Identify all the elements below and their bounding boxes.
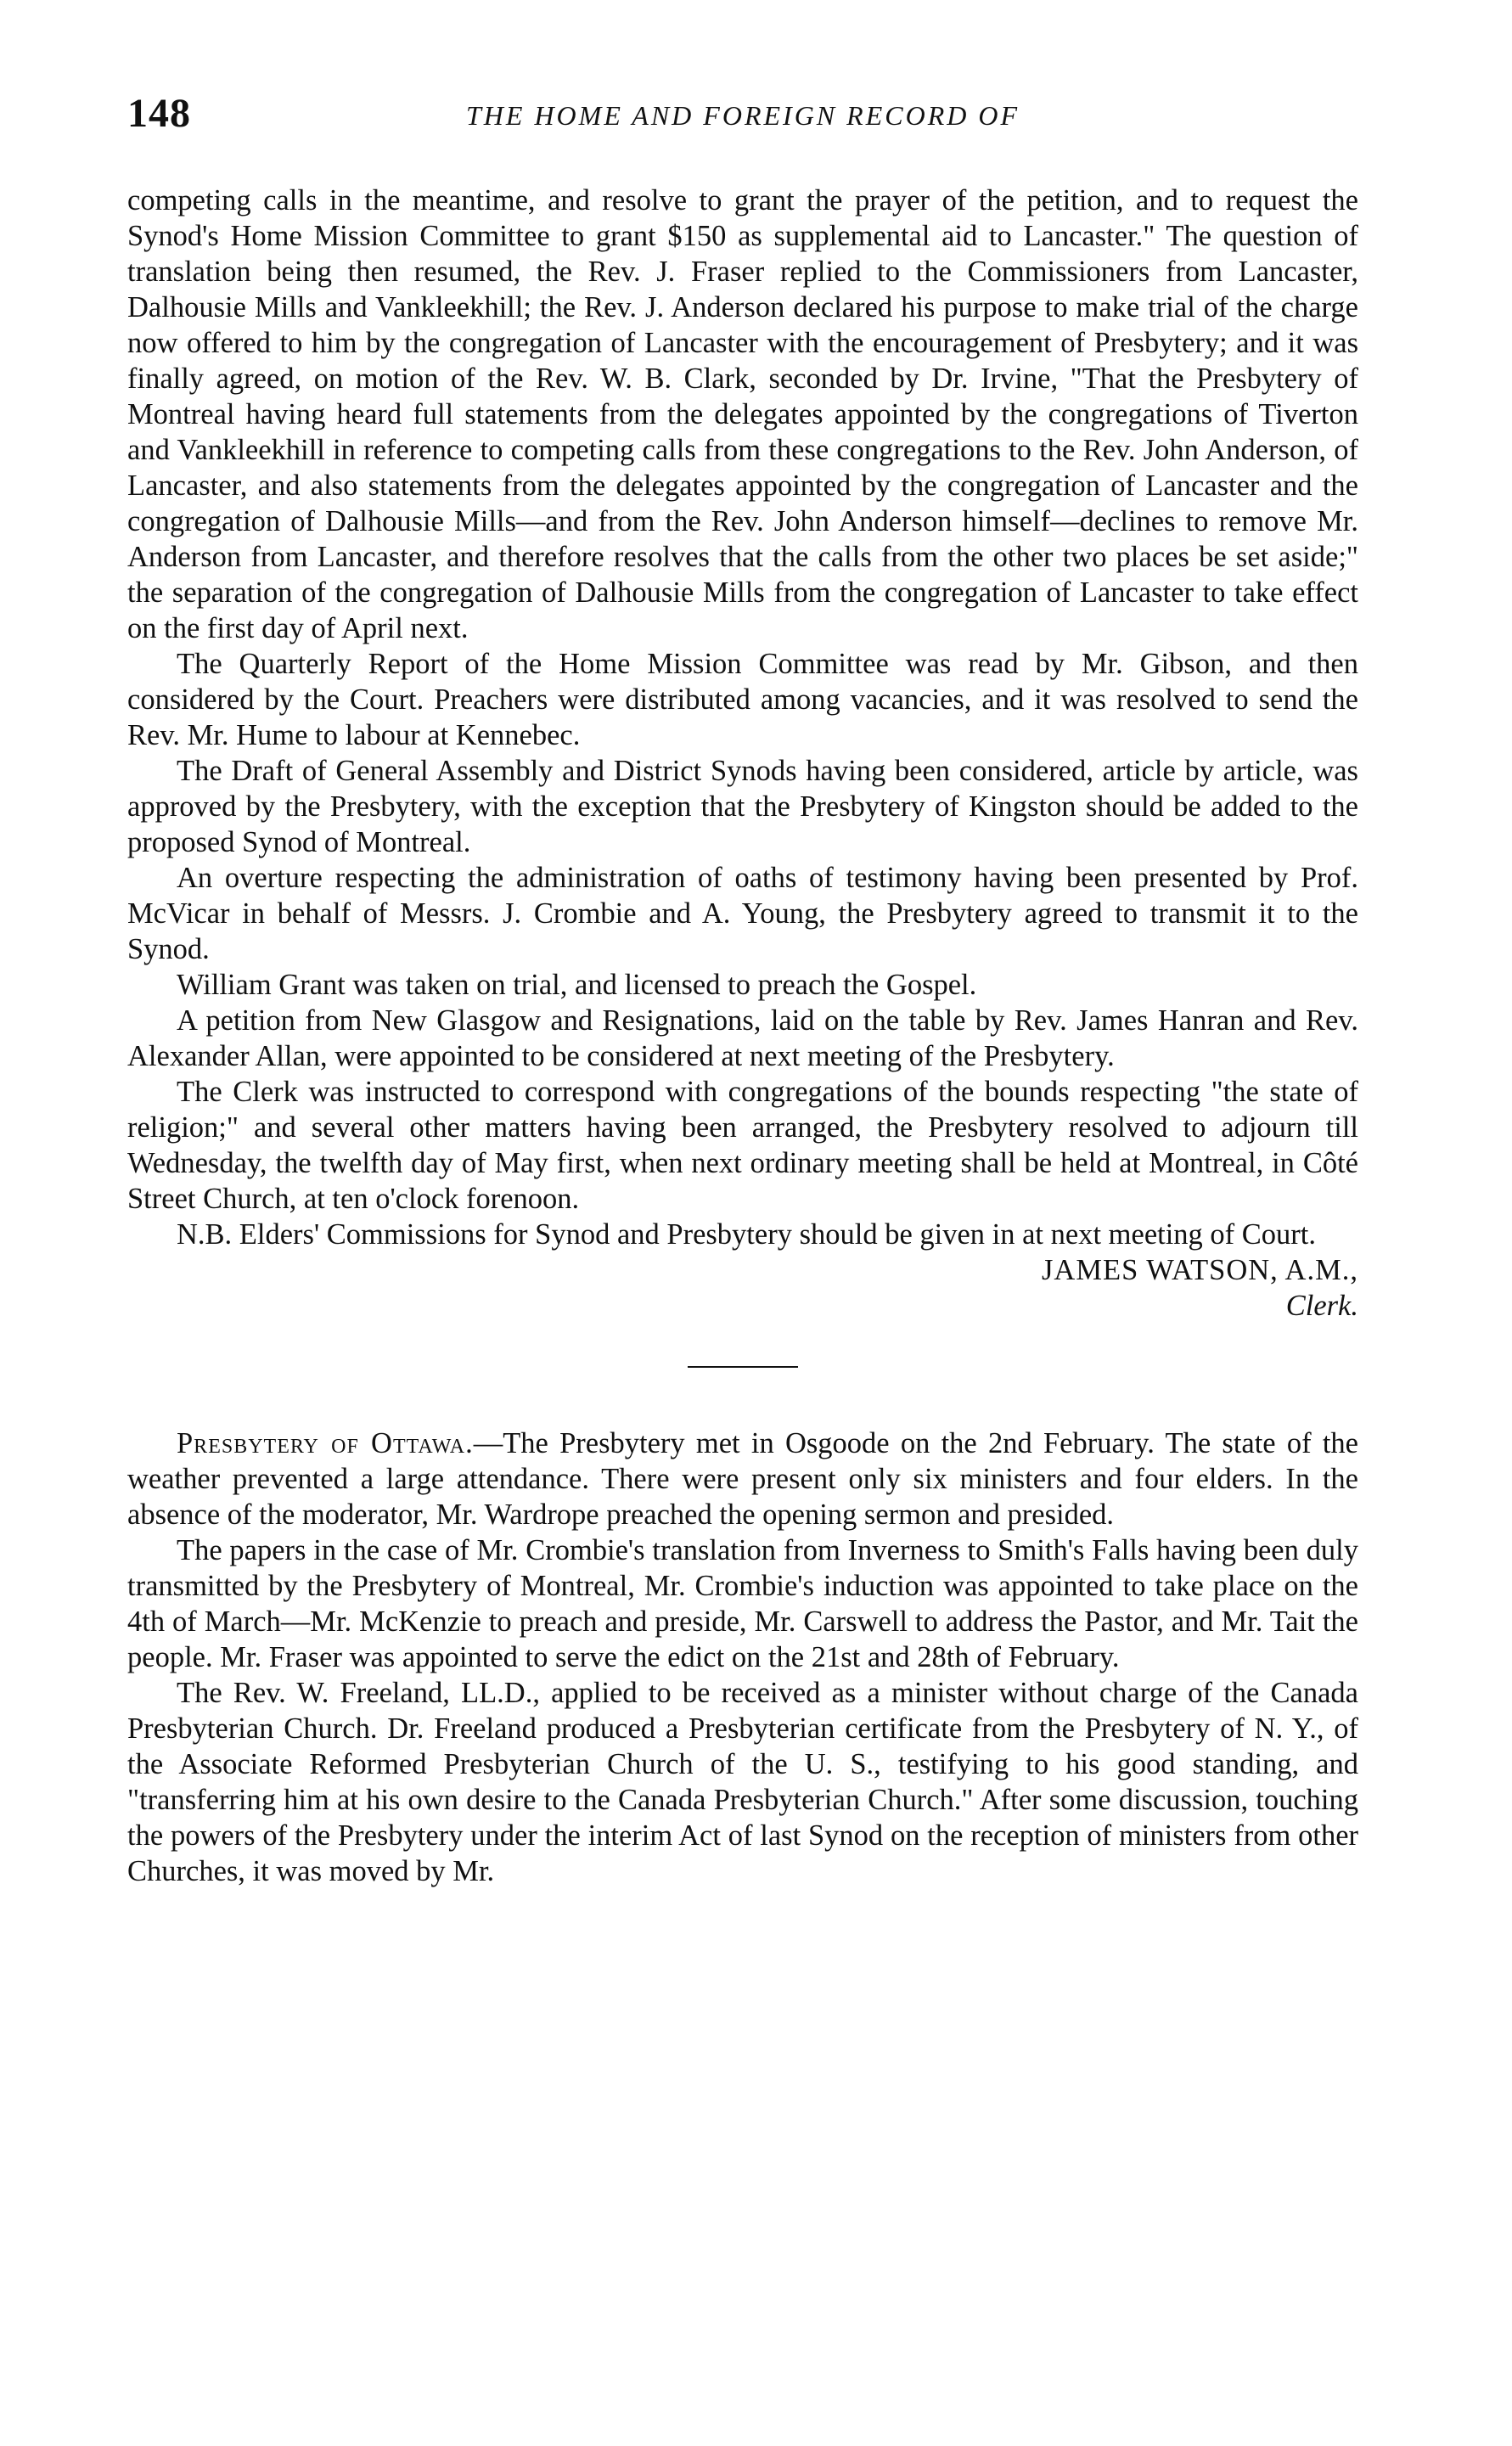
- paragraph-new-glasgow-petition: A petition from New Glasgow and Resignations, laid on the table by Rev. James Hanran and Rev. Alexander Allan, were appointed to be considered at next meeting of the Presbytery.: [127, 1004, 1358, 1072]
- paragraph-nb-elders: N.B. Elders' Commissions for Synod and Presbytery should be given in at next meeting of Court.: [177, 1218, 1316, 1251]
- page-header: [127, 90, 1358, 149]
- paragraph-crombie-translation: The papers in the case of Mr. Crombie's translation from Inverness to Smith's Falls having been duly transmitted by the Presbytery of Montreal, Mr. Crombie's induction was appointed to take place on the 4th of March—Mr. McKenzie to preach and preside, Mr. Carswell to address the Pastor, and Mr. Tait the people. Mr. Fraser was appointed to serve the edict on the 21st and 28th of February.: [127, 1534, 1358, 1673]
- paragraph-william-grant: William Grant was taken on trial, and licensed to preach the Gospel.: [177, 969, 977, 1001]
- signature-name: JAMES WATSON, A.M.,: [1041, 1254, 1358, 1286]
- paragraph-general-assembly-draft: The Draft of General Assembly and District Synods having been considered, article by article, was approved by the Presbytery, with the exception that the Presbytery of Kingston should be added to the proposed Synod of Montreal.: [127, 755, 1358, 858]
- section-divider: [688, 1366, 798, 1368]
- paragraph-home-mission-report: The Quarterly Report of the Home Mission Committee was read by Mr. Gibson, and then considered by the Court. Preachers were distributed among vacancies, and it was resolved to send the Rev. Mr. Hume to labour at Kennebec.: [127, 648, 1358, 751]
- paragraph-montreal-calls: competing calls in the meantime, and resolve to grant the prayer of the petition, and to request the Synod's Home Mission Committee to grant $150 as supplemental aid to Lancaster." The question of translation being then resumed, the Rev. J. Fraser replied to the Commissioners from Lancaster, Dalhousie Mills and Vankleekhill; the Rev. J. Anderson declared his purpose to make trial of the charge now offered to him by the congregation of Lancaster with the encouragement of Presbytery; and it was finally agreed, on motion of the Rev. W. B. Clark, seconded by Dr. Irvine, "That the Presbytery of Montreal having heard full statements from the delegates appointed by the congregations of Tiverton and Vankleekhill in reference to competing calls from these congregations to the Rev. John Anderson, of Lancaster, and also statements from the delegates appointed by the congregation of Lancaster and the congregation of Dalhousie Mills—and from the Rev. John Anderson himself—declines to remove Mr. Anderson from Lancaster, and therefore resolves that the calls from the other two places be set aside;" the separation of the congregation of Dalhousie Mills from the congregation of Lancaster to take effect on the first day of April next.: [127, 184, 1358, 644]
- paragraph-overture-oaths: An overture respecting the administration of oaths of testimony having been presented by Prof. McVicar in behalf of Messrs. J. Crombie and A. Young, the Presbytery agreed to transmit it to the Synod.: [127, 862, 1358, 965]
- paragraph-freeland-application: The Rev. W. Freeland, LL.D., applied to be received as a minister without charge of the Canada Presbyterian Church. Dr. Freeland produced a Presbyterian certificate from the Presbytery of N. Y., of the Associate Reformed Presbyterian Church of the U. S., testifying to his good standing, and "transferring him at his own desire to the Canada Presbyterian Church." After some discussion, touching the powers of the Presbytery under the interim Act of last Synod on the reception of ministers from other Churches, it was moved by Mr.: [127, 1677, 1358, 1887]
- section-heading-ottawa: Presbytery of Ottawa.: [177, 1427, 474, 1459]
- paragraph-clerk-instructions: The Clerk was instructed to correspond with congregations of the bounds respecting "the state of religion;" and several other matters having been arranged, the Presbytery resolved to adjourn till Wednesday, the twelfth day of May first, when next ordinary meeting shall be held at Montreal, in Côté Street Church, at ten o'clock forenoon.: [127, 1076, 1358, 1215]
- page-number: 148: [127, 91, 191, 136]
- paragraph-ottawa-intro: [127, 1425, 1358, 1532]
- body-text: [127, 183, 1358, 1889]
- ottawa-intro-text: —The Presbytery met in Osgoode on the 2nd February. The state of the weather prevented a large attendance. There were present only six ministers and four elders. In the absence of the moderator, Mr. Wardrope preached the opening sermon and presided.: [127, 1427, 1358, 1531]
- running-title: THE HOME AND FOREIGN RECORD OF: [465, 100, 1020, 131]
- signature-role: Clerk.: [1285, 1290, 1358, 1322]
